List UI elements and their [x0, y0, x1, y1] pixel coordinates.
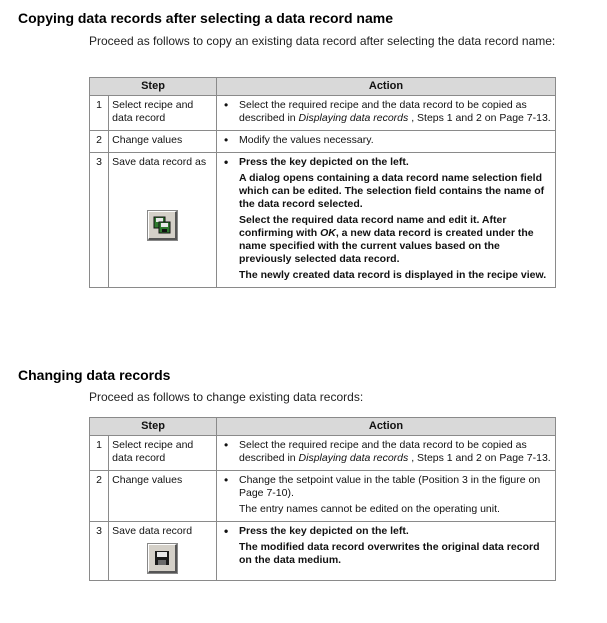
- column-header-action: Action: [217, 418, 556, 436]
- column-header-step: Step: [90, 418, 217, 436]
- step-number: 1: [90, 96, 109, 131]
- action-paragraph: The newly created data record is displayed in the recipe view.: [239, 269, 547, 281]
- step-label: Change values: [109, 131, 217, 153]
- action-cell: [217, 471, 556, 522]
- column-header-action: Action: [217, 78, 556, 96]
- step-label-cell: [109, 153, 217, 288]
- cross-reference: Displaying data records: [298, 452, 409, 464]
- steps-table-change: [89, 417, 556, 581]
- action-paragraph: Select the required data record name and edit it. After confirming with OK, a new data record is created under the name specified with the current values based on the previously selected data record.: [239, 214, 534, 265]
- action-cell: [217, 153, 556, 288]
- action-paragraph: The entry names cannot be edited on the operating unit.: [239, 503, 500, 515]
- step-label: Select recipe and data record: [109, 436, 217, 471]
- table-row: [90, 131, 556, 153]
- action-cell: [217, 96, 556, 131]
- cross-reference: Displaying data records: [298, 112, 409, 124]
- table-row: [90, 153, 556, 288]
- action-bullet: • Select the required recipe and the data record to be copied as described in Displaying data records , Steps 1 and 2 on Page 7-13.: [220, 99, 552, 125]
- steps-table-copy: [89, 77, 556, 288]
- action-bullet: • Press the key depicted on the left.: [220, 156, 552, 169]
- table-header: [90, 78, 556, 96]
- table-header: [90, 418, 556, 436]
- step-number: 3: [90, 153, 109, 288]
- table-row: [90, 471, 556, 522]
- step-label: Save data record as: [112, 156, 207, 168]
- section-heading-copy: Copying data records after selecting a data record name: [18, 10, 394, 26]
- action-cell: [217, 436, 556, 471]
- step-label: Save data record: [112, 525, 193, 537]
- action-paragraph: The modified data record overwrites the original data record on the data medium.: [239, 541, 540, 566]
- table-row: [90, 436, 556, 471]
- action-bullet: • Change the setpoint value in the table (Position 3 in the figure on Page 7-10).: [220, 474, 552, 500]
- section-intro-change: Proceed as follows to change existing data records:: [89, 390, 364, 404]
- step-label-cell: [109, 522, 217, 581]
- step-number: 2: [90, 131, 109, 153]
- action-bullet: • Select the required recipe and the data record to be copied as described in Displaying data records , Steps 1 and 2 on Page 7-13.: [220, 439, 552, 465]
- section-intro-copy: Proceed as follows to copy an existing data record after selecting the data record name:: [89, 34, 556, 48]
- column-header-step: Step: [90, 78, 217, 96]
- step-label: Select recipe and data record: [109, 96, 217, 131]
- step-number: 2: [90, 471, 109, 522]
- action-bullet: • Press the key depicted on the left.: [220, 525, 552, 538]
- step-label: Change values: [109, 471, 217, 522]
- action-bullet: • Modify the values necessary.: [220, 134, 552, 147]
- step-number: 3: [90, 522, 109, 581]
- save-as-icon: [148, 211, 177, 240]
- action-cell: [217, 131, 556, 153]
- table-row: [90, 96, 556, 131]
- action-paragraph: A dialog opens containing a data record name selection field which can be edited. The selection field contains the name of the data record selected.: [239, 172, 545, 210]
- table-row: [90, 522, 556, 581]
- action-cell: [217, 522, 556, 581]
- step-number: 1: [90, 436, 109, 471]
- section-heading-change: Changing data records: [18, 367, 171, 383]
- save-icon: [148, 544, 177, 573]
